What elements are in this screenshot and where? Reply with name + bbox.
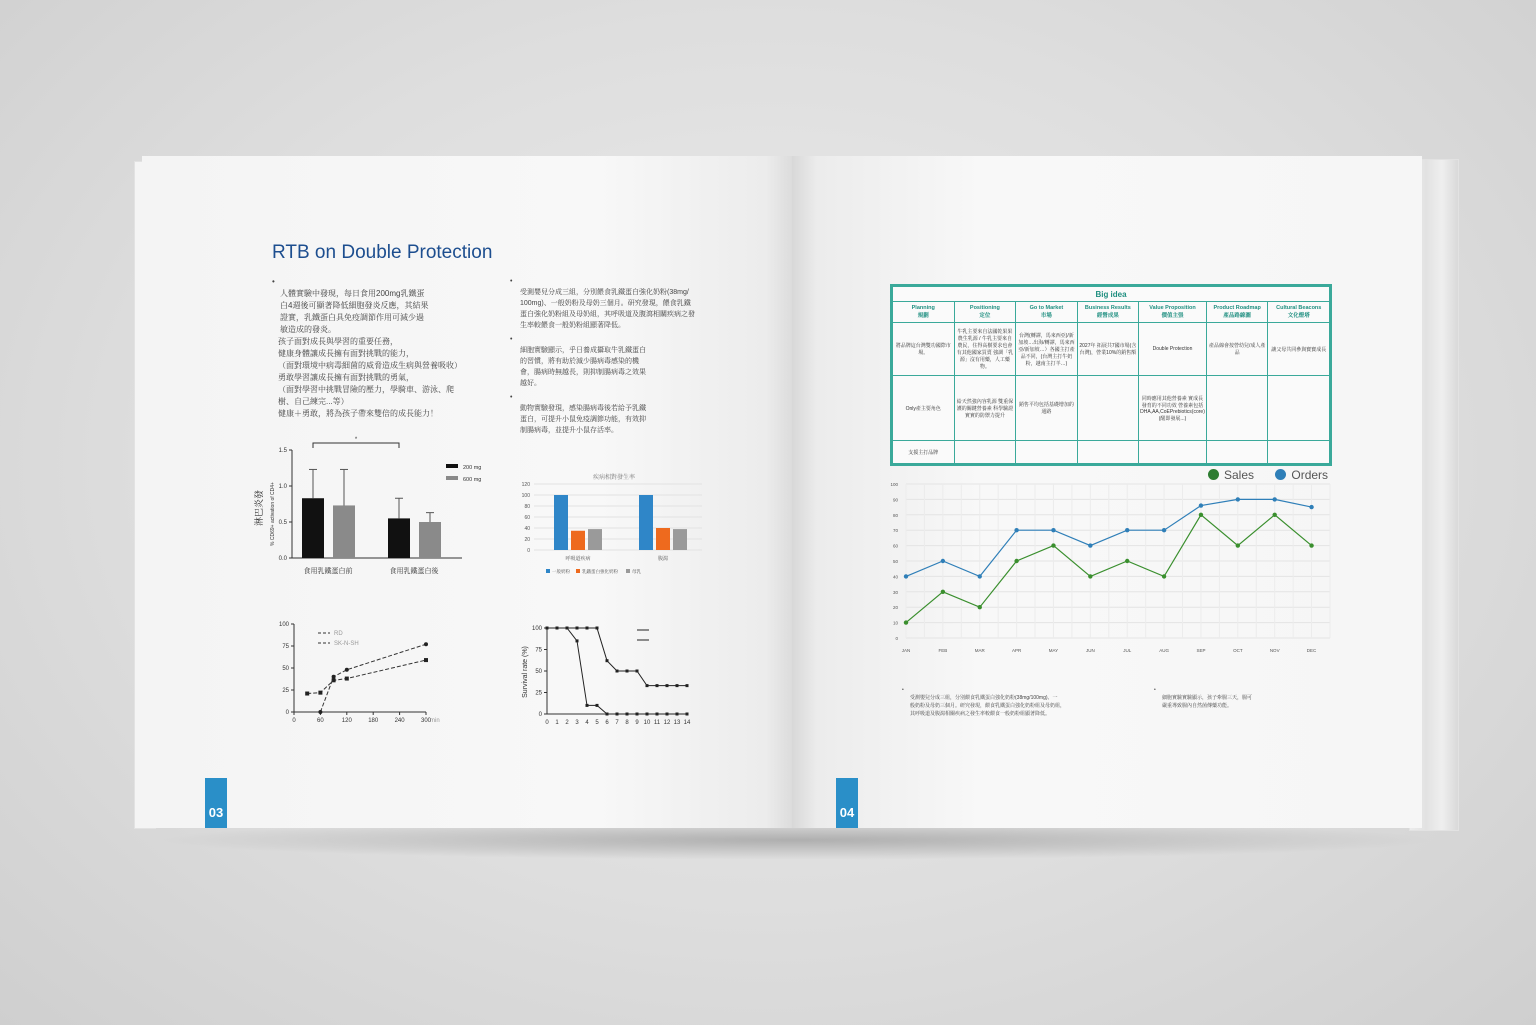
page-number-right: 04 xyxy=(836,778,858,828)
x-tick-label: 3 xyxy=(575,720,579,726)
data-point xyxy=(626,713,629,716)
data-point xyxy=(345,668,349,672)
data-point xyxy=(318,710,322,714)
x-tick-label: 呼吸道疾病 xyxy=(565,556,591,562)
table-cell: Double Protection xyxy=(1139,323,1207,376)
col1-bullet: • 人體實驗中發現，每日食用200mg乳鐵蛋 白4週後可顯著降低細胞發炎反應，其結果 證實，乳鐵蛋白具免疫調節作用可減少過 敏造成的發炎。 xyxy=(272,277,429,334)
x-tick-label: 5 xyxy=(595,720,599,726)
table-cell: 牛乳主要來自法國乾果果農生乳源 / 牛乳主要來自農民，住得高樹要求也會有其他國家買賣 強調「乳源」沒有用藥，人工藥物。 xyxy=(954,323,1016,376)
y-tick-label: 80 xyxy=(524,504,530,510)
x-tick-label: OCT xyxy=(1233,648,1243,653)
data-point xyxy=(941,559,945,563)
y-tick-label: 60 xyxy=(524,515,530,521)
x-tick-label: APR xyxy=(1011,648,1022,653)
bar xyxy=(333,505,355,558)
y-tick-label: 90 xyxy=(892,497,898,503)
x-tick-label: 腹瀉 xyxy=(657,556,669,562)
x-tick-label: NOV xyxy=(1269,648,1280,653)
x-tick-label: 0 xyxy=(292,718,296,724)
data-point xyxy=(616,713,619,716)
table-cell xyxy=(1077,376,1139,441)
y-tick-label: 50 xyxy=(282,666,289,672)
data-point xyxy=(586,627,589,630)
data-point xyxy=(686,713,689,716)
bar xyxy=(302,498,324,558)
y-tick-label: 25 xyxy=(282,688,289,694)
y-tick-label: 100 xyxy=(531,626,542,632)
legend-label: 乳鐵蛋白強化奶粉 xyxy=(582,570,618,575)
data-point xyxy=(1125,559,1129,563)
table-row xyxy=(893,441,1330,464)
bar xyxy=(656,528,670,550)
data-point xyxy=(305,692,309,696)
cd69-bar-chart xyxy=(250,436,500,586)
big-idea-table xyxy=(890,284,1332,466)
table-header: Value Proposition 價值主張 xyxy=(1139,302,1207,323)
data-point xyxy=(1309,543,1313,547)
data-point xyxy=(1272,513,1276,517)
data-point xyxy=(596,704,599,707)
table-cell: 產品線會按營幼兒/成人產品 xyxy=(1206,323,1268,376)
note-left: • 受測嬰兒分成三組，分別餵食乳鐵蛋白強化奶粉(38mg/100mg)、一 般奶粉及母奶三個月。研究發現，餵食乳鐵蛋白強化奶粉組及母奶組， 其呼吸道及腹瀉相關疾病之發生率較餵食一般奶粉組顯著降低。 xyxy=(902,687,1066,717)
data-point xyxy=(576,639,579,642)
x-tick-label: AUG xyxy=(1159,648,1169,653)
data-point xyxy=(424,642,428,646)
data-point xyxy=(566,627,569,630)
data-point xyxy=(616,670,619,673)
bar xyxy=(673,529,687,550)
table-row xyxy=(893,323,1330,376)
legend-swatch xyxy=(446,464,458,468)
left-page xyxy=(142,156,792,828)
y-tick-label: 70 xyxy=(892,528,898,534)
bar xyxy=(554,495,568,550)
sales-orders-line-chart xyxy=(882,478,1342,663)
data-point xyxy=(904,620,908,624)
x-tick-label: JAN xyxy=(901,648,911,653)
y-tick-label: 40 xyxy=(524,526,530,532)
data-point xyxy=(1014,528,1018,532)
table-cell: 給天然強內容乳源 雙重保護的關鍵營養素 科學驗證實實的防禦力提升 xyxy=(954,376,1016,441)
table-cell: 讓父母共同參與寶寶成長 xyxy=(1268,323,1330,376)
data-point xyxy=(978,574,982,578)
bar xyxy=(419,522,441,558)
x-tick-label: DEC xyxy=(1306,648,1317,653)
survival-rate-line-chart xyxy=(517,622,707,736)
table-cell xyxy=(1206,441,1268,464)
x-tick-label: MAY xyxy=(1048,648,1059,653)
y-tick-label: 0 xyxy=(285,710,289,716)
data-point xyxy=(646,684,649,687)
y-tick-label: 10 xyxy=(892,620,898,626)
y-tick-label: 75 xyxy=(535,647,542,654)
x-tick-label: 0 xyxy=(545,720,549,726)
data-point xyxy=(686,684,689,687)
data-point xyxy=(1125,528,1129,532)
col2-p1: • 受測嬰兒分成三組，分別餵食乳鐵蛋白強化奶粉(38mg/ 100mg)、一般奶粉及母奶三個月。研究發現，餵食乳鐵 蛋白強化奶粉組及母奶組，其呼吸道及腹瀉相關疾病之發 生率較餵食一般奶粉組顯著降低。 xyxy=(510,278,695,329)
data-point xyxy=(1051,543,1055,547)
x-unit: min xyxy=(430,718,440,724)
x-tick-label: 11 xyxy=(653,720,661,726)
data-point xyxy=(1272,497,1276,501)
right-page xyxy=(792,156,1422,828)
x-tick-label: 食用乳鐵蛋白前 xyxy=(303,567,353,575)
data-point xyxy=(656,684,659,687)
x-tick-label: 60 xyxy=(317,718,324,724)
table-header: Cultural Beacons 文化燈塔 xyxy=(1268,302,1330,323)
table-header: Business Results 經營成果 xyxy=(1077,302,1139,323)
legend-label: 600 mg xyxy=(463,477,482,483)
table-cell xyxy=(1077,441,1139,464)
data-point xyxy=(1014,559,1018,563)
x-tick-label: 120 xyxy=(341,718,352,724)
y-tick-label: 0 xyxy=(895,636,898,641)
y-axis-label: Survival rate (%) xyxy=(522,646,529,698)
table-cell: Only產主要角色 xyxy=(893,376,955,441)
y-tick-label: 100 xyxy=(890,482,898,487)
legend-orders: Orders xyxy=(1275,468,1328,482)
data-point xyxy=(1088,543,1092,547)
data-point xyxy=(1162,528,1166,532)
data-point xyxy=(1236,543,1240,547)
data-point xyxy=(1051,528,1055,532)
y-tick-label: 0.0 xyxy=(278,556,287,562)
x-tick-label: 食用乳鐵蛋白後 xyxy=(389,567,439,575)
data-point xyxy=(556,627,559,630)
data-point xyxy=(1309,505,1313,509)
data-point xyxy=(941,590,945,594)
y-tick-label: 0 xyxy=(538,712,542,718)
x-tick-label: 1 xyxy=(555,720,559,726)
data-point xyxy=(676,684,679,687)
table-cell xyxy=(1206,376,1268,441)
x-tick-label: 13 xyxy=(673,720,681,726)
significance-bracket xyxy=(313,443,399,448)
table-cell: 銷售平均包括基礎增加的通路 xyxy=(1016,376,1077,441)
y-tick-label: 20 xyxy=(524,537,530,543)
table-row xyxy=(893,376,1330,441)
legend-label: SK-N-SH xyxy=(334,641,359,647)
y-tick-label: 60 xyxy=(892,543,898,549)
significance-mark: * xyxy=(354,437,358,443)
data-point xyxy=(626,670,629,673)
data-point xyxy=(666,684,669,687)
x-tick-label: 10 xyxy=(643,720,651,726)
y-tick-label: 50 xyxy=(535,669,542,675)
data-point xyxy=(318,691,322,695)
page-title: RTB on Double Protection xyxy=(272,242,493,263)
x-tick-label: FEB xyxy=(938,648,948,653)
y-tick-label: 1.0 xyxy=(278,484,287,490)
bar xyxy=(388,518,410,558)
x-tick-label: MAR xyxy=(974,648,985,653)
x-tick-label: JUL xyxy=(1123,648,1132,653)
y-tick-label: 25 xyxy=(535,690,542,697)
legend-label: 母乳 xyxy=(632,570,641,575)
data-point xyxy=(636,670,639,673)
legend-sales: Sales xyxy=(1208,468,1254,482)
x-tick-label: 6 xyxy=(605,720,609,726)
series-line xyxy=(547,628,687,686)
y-tick-label: 1.5 xyxy=(278,448,287,454)
disease-incidence-bar-chart xyxy=(514,468,714,583)
y-tick-label: 0.5 xyxy=(278,520,287,526)
table-cell xyxy=(1016,441,1077,464)
legend-label: 一般奶粉 xyxy=(552,570,570,575)
data-point xyxy=(904,574,908,578)
data-point xyxy=(576,627,579,630)
col1-body: 孩子面對成長與學習的重要任務， 健康身體讓成長擁有面對挑戰的能力， （面對環境中病毒細菌的威脅造成生病與營養吸收） 勇敢學習讓成長擁有面對挑戰的勇氣， （面對學習中挑戰冒險的壓力，學騎車、游泳、爬 樹、自己練完...等） 健康＋勇敢，將為孩子帶來雙倍的成長能力！ xyxy=(278,337,462,418)
x-tick-label: 14 xyxy=(683,720,691,726)
legend-label: RD xyxy=(334,631,343,637)
x-tick-label: 2 xyxy=(565,720,569,726)
data-point xyxy=(646,713,649,716)
series-line xyxy=(320,644,426,712)
legend-swatch xyxy=(546,569,550,573)
legend-swatch xyxy=(446,476,458,480)
data-point xyxy=(345,677,349,681)
table-cell xyxy=(954,441,1016,464)
table-cell: 台灣(轉譯，馬來西亞)/新加坡…出海/轉譯，馬來西亞/新加坡…）各國主打產品不同，(台灣主打牛奶粉，越南主打羊…) xyxy=(1016,323,1077,376)
table-header: Go to Market 市場 xyxy=(1016,302,1077,323)
bar xyxy=(588,529,602,550)
y-tick-label: 30 xyxy=(892,589,898,595)
legend-swatch xyxy=(626,569,630,573)
table-cell xyxy=(1268,441,1330,464)
data-point xyxy=(1088,574,1092,578)
data-point xyxy=(1236,497,1240,501)
note-right: • 細胞實驗實驗顯示，孩子牽腸三天，腸可 嚴重導致腸內自然菌傳藥功能。 xyxy=(1154,687,1253,709)
x-tick-label: 240 xyxy=(394,718,405,724)
data-point xyxy=(1199,503,1203,507)
y-tick-label: 100 xyxy=(278,622,289,628)
data-point xyxy=(1199,513,1203,517)
table-cell xyxy=(1268,376,1330,441)
data-point xyxy=(596,627,599,630)
x-tick-label: 9 xyxy=(635,720,639,726)
y-tick-label: 50 xyxy=(892,559,898,564)
data-point xyxy=(606,713,609,716)
series-line xyxy=(307,660,426,693)
data-point xyxy=(656,713,659,716)
table-cell: 將品牌這台灣雙功國際市場。 xyxy=(893,323,955,376)
x-tick-label: 300 xyxy=(420,718,432,724)
data-point xyxy=(546,627,549,630)
table-cell: 支援主打品牌 xyxy=(893,441,955,464)
x-tick-label: 4 xyxy=(585,720,589,726)
x-tick-label: JUN xyxy=(1085,648,1095,653)
table-header: Product Roadmap 產品路線圖 xyxy=(1206,302,1268,323)
table-cell: 同時應用其他營養素 實成長發育的不同功效 營養素包括 DHA,AA,CoEPrebiotics(core)(醒即發展...) xyxy=(1139,376,1207,441)
y-tick-label: 0 xyxy=(527,548,530,554)
data-point xyxy=(636,713,639,716)
y-axis-label: % CD69+ activation of CD4+ xyxy=(270,482,276,546)
y-tick-label: 20 xyxy=(892,605,898,611)
data-point xyxy=(666,713,669,716)
x-tick-label: 7 xyxy=(615,720,619,726)
legend-label: 200 mg xyxy=(463,465,482,471)
cell-infection-line-chart xyxy=(262,616,472,736)
x-tick-label: SEP xyxy=(1196,648,1206,653)
table-cell xyxy=(1139,441,1207,464)
data-point xyxy=(332,675,336,679)
table-header: Planning 規劃 xyxy=(893,302,955,323)
y-axis-label-zh: 淋巴炎發 xyxy=(255,489,265,527)
data-point xyxy=(978,605,982,609)
y-tick-label: 80 xyxy=(892,512,898,518)
chart-title: 疾病相對發生率 xyxy=(592,474,636,481)
x-tick-label: 12 xyxy=(663,720,671,726)
bar xyxy=(571,531,585,550)
legend-swatch xyxy=(576,569,580,573)
table-title: Big idea xyxy=(893,287,1330,302)
x-tick-label: 180 xyxy=(368,718,379,724)
data-point xyxy=(1162,574,1166,578)
y-tick-label: 40 xyxy=(892,574,898,580)
data-point xyxy=(676,713,679,716)
page-number-left: 03 xyxy=(205,778,227,828)
data-point xyxy=(606,659,609,662)
table-header: Positioning 定位 xyxy=(954,302,1016,323)
y-tick-label: 100 xyxy=(521,493,530,499)
data-point xyxy=(586,704,589,707)
col2-p2: • 細胞實驗顯示，乎日養成攝取牛乳鐵蛋白 的習慣，將有助於減少腸病毒感染的機 會，腸病時無越長，則抑制腸病毒之效果 越好。 xyxy=(510,336,646,387)
data-point xyxy=(424,658,428,662)
y-tick-label: 75 xyxy=(282,644,289,650)
table-cell: 2027年 拓展共7國市場(含台灣)，營業10%的銷售額 xyxy=(1077,323,1139,376)
col2-p3: • 動物實驗發現，感染腸病毒後若給予乳鐵 蛋白，可提升小鼠免疫調節功能，有效抑 制腸病毒，並提升小鼠存活率。 xyxy=(510,394,646,434)
bar xyxy=(639,495,653,550)
y-tick-label: 120 xyxy=(521,482,530,488)
x-tick-label: 8 xyxy=(625,720,629,726)
